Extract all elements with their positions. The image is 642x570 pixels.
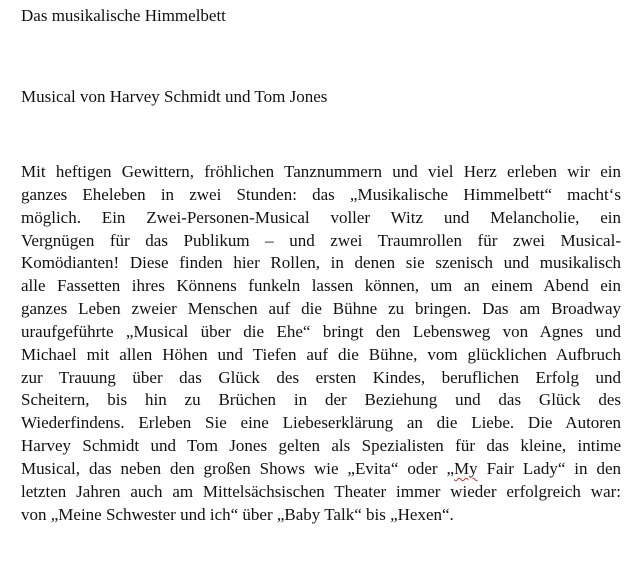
paragraph-line: ganzes Leben zweier Menschen auf die Bühne zu bringen. Das am Broadway <box>21 299 621 319</box>
paragraph-line: von „Meine Schwester und ich“ über „Baby Talk“ bis „Hexen“. <box>21 504 454 524</box>
paragraph-line: Vergnügen für das Publikum – und zwei Traumrollen für zwei Musical- <box>21 230 621 250</box>
paragraph-line: möglich. Ein Zwei-Personen-Musical voller Witz und Melancholie, ein <box>21 207 621 227</box>
body-paragraph <box>21 161 621 527</box>
paragraph-line: ganzes Eheleben in zwei Stunden: das „Musikalische Himmelbett“ macht‘s <box>21 184 621 204</box>
paragraph-line: Wiederfindens. Erleben Sie eine Liebeserklärung an die Liebe. Die Autoren <box>21 413 621 433</box>
paragraph-line: Scheitern, bis hin zu Brüchen in der Beziehung und das Glück des <box>21 390 621 410</box>
paragraph-line: alle Fassetten ihres Könnens funkeln lassen können, um an einem Abend ein <box>21 276 621 296</box>
paragraph-line: zur Trauung über das Glück des ersten Kindes, beruflichen Erfolg und <box>21 367 621 387</box>
line-text: Fair Lady“ in den <box>477 458 621 478</box>
paragraph-line: uraufgeführte „Musical über die Ehe“ bringt den Lebensweg von Agnes und <box>21 321 621 341</box>
paragraph-line: Harvey Schmidt und Tom Jones gelten als Spezialisten für das kleine, intime <box>21 436 621 456</box>
paragraph-line: letzten Jahren auch am Mittelsächsischen Theater immer wieder erfolgreich war: <box>21 481 621 501</box>
spellcheck-marked-word[interactable]: My <box>454 458 478 478</box>
paragraph-line: Mit heftigen Gewittern, fröhlichen Tanznummern und viel Herz erleben wir ein <box>21 162 621 181</box>
line-text: Musical, das neben den großen Shows wie „Evita“ oder „ <box>21 458 455 478</box>
paragraph-line: Michael mit allen Höhen und Tiefen auf die Bühne, vom glücklichen Aufbruch <box>21 344 621 364</box>
document-subtitle: Musical von Harvey Schmidt und Tom Jones <box>21 87 328 106</box>
document-title: Das musikalische Himmelbett <box>21 6 226 25</box>
paragraph-line <box>21 458 621 481</box>
paragraph-line: Komödianten! Diese finden hier Rollen, in denen sie szenisch und musikalisch <box>21 253 621 273</box>
